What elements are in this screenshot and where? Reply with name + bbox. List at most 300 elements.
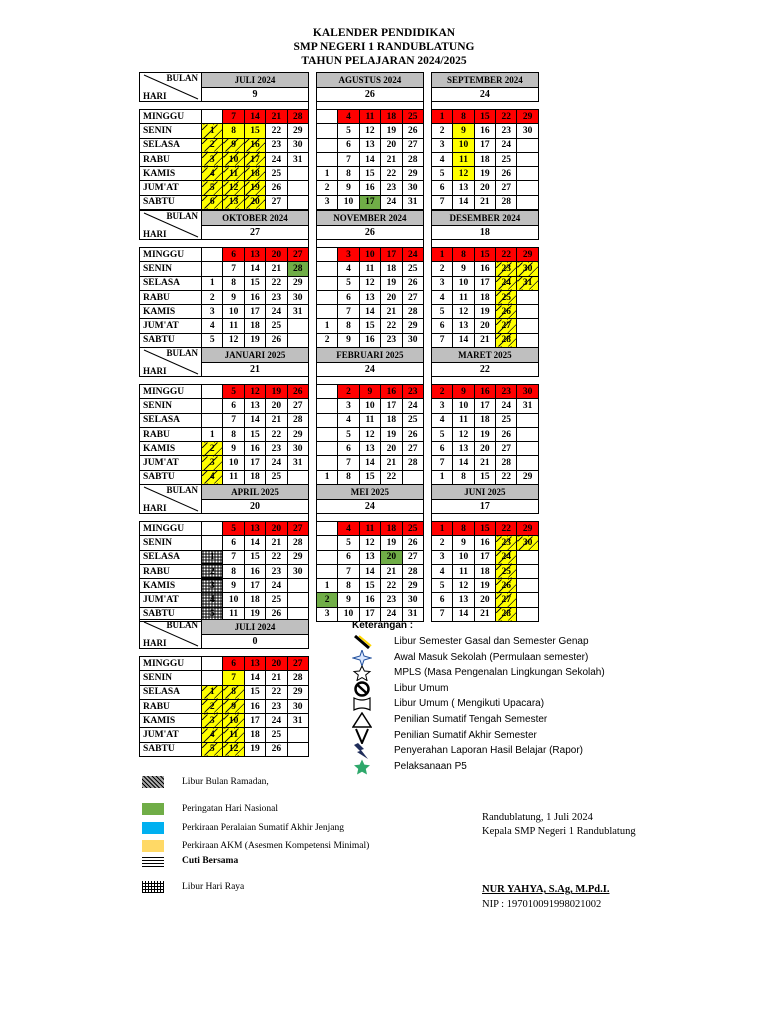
day-cell: 1 xyxy=(431,248,452,262)
day-cell: 16 xyxy=(474,536,495,550)
day-cell: 25 xyxy=(402,262,423,276)
day-cell: 21 xyxy=(266,110,287,124)
day-cell: 27 xyxy=(402,138,423,152)
day-cell: 1 xyxy=(431,522,452,536)
month-gap xyxy=(308,485,316,622)
day-cell: 13 xyxy=(359,138,380,152)
day-cell: 26 xyxy=(496,427,517,441)
day-cell xyxy=(287,181,308,195)
day-cell: 4 xyxy=(431,413,452,427)
day-name: RABU xyxy=(140,290,202,304)
corner-header xyxy=(140,485,202,514)
day-cell: 25 xyxy=(266,167,287,181)
day-name: MINGGU xyxy=(140,110,202,124)
day-cell: 14 xyxy=(453,195,474,209)
day-cell: 3 xyxy=(202,305,223,319)
day-cell: 25 xyxy=(402,110,423,124)
day-cell: 16 xyxy=(244,564,265,578)
month-effective-days: 21 xyxy=(202,362,309,377)
corner-hari: HARI xyxy=(143,638,167,648)
day-cell xyxy=(202,536,223,550)
day-cell: 29 xyxy=(402,167,423,181)
day-name: MINGGU xyxy=(140,657,202,671)
legend-label: MPLS (Masa Pengenalan Lingkungan Sekolah) xyxy=(394,667,605,679)
day-cell: 16 xyxy=(244,442,265,456)
day-cell: 7 xyxy=(223,413,244,427)
day-name: RABU xyxy=(140,427,202,441)
day-cell: 30 xyxy=(517,124,538,138)
day-cell: 10 xyxy=(453,550,474,564)
day-cell: 15 xyxy=(244,124,265,138)
month-gap xyxy=(308,348,316,485)
day-cell: 12 xyxy=(453,305,474,319)
day-cell: 16 xyxy=(359,181,380,195)
corner-bulan: BULAN xyxy=(166,211,198,221)
month-name: JUNI 2025 xyxy=(431,485,538,500)
yellow-swatch-icon xyxy=(142,840,164,852)
day-name: MINGGU xyxy=(140,522,202,536)
day-cell: 28 xyxy=(402,564,423,578)
day-cell: 31 xyxy=(402,195,423,209)
day-cell: 12 xyxy=(453,579,474,593)
day-cell: 28 xyxy=(287,110,308,124)
day-cell: 8 xyxy=(453,470,474,484)
day-cell: 31 xyxy=(287,714,308,728)
day-cell: 12 xyxy=(453,167,474,181)
day-cell: 23 xyxy=(266,699,287,713)
day-cell: 5 xyxy=(338,427,359,441)
day-cell: 6 xyxy=(338,550,359,564)
day-cell: 6 xyxy=(338,290,359,304)
day-cell: 11 xyxy=(359,522,380,536)
day-cell: 25 xyxy=(266,470,287,484)
day-cell: 27 xyxy=(287,657,308,671)
day-cell: 6 xyxy=(223,248,244,262)
day-cell: 22 xyxy=(381,167,402,181)
day-cell: 7 xyxy=(431,333,452,347)
day-cell: 25 xyxy=(496,413,517,427)
day-cell: 20 xyxy=(244,195,265,209)
day-cell: 8 xyxy=(453,522,474,536)
signature-position: Kepala SMP Negeri 1 Randublatung xyxy=(482,826,636,837)
month-name: AGUSTUS 2024 xyxy=(316,73,423,88)
day-cell xyxy=(316,276,337,290)
day-cell: 2 xyxy=(202,699,223,713)
day-cell: 9 xyxy=(223,699,244,713)
day-cell: 10 xyxy=(223,593,244,607)
day-cell: 30 xyxy=(287,442,308,456)
day-cell: 31 xyxy=(287,305,308,319)
day-cell: 17 xyxy=(244,152,265,166)
day-cell: 4 xyxy=(202,470,223,484)
day-cell: 23 xyxy=(266,290,287,304)
day-cell: 9 xyxy=(453,124,474,138)
day-cell: 6 xyxy=(338,138,359,152)
day-name: SENIN xyxy=(140,124,202,138)
day-cell: 6 xyxy=(431,181,452,195)
corner-bulan: BULAN xyxy=(166,485,198,495)
day-cell: 3 xyxy=(202,714,223,728)
day-cell xyxy=(316,413,337,427)
day-cell: 12 xyxy=(453,427,474,441)
day-cell: 18 xyxy=(381,522,402,536)
grid-swatch-icon xyxy=(142,881,164,893)
day-cell: 9 xyxy=(223,579,244,593)
day-cell: 24 xyxy=(266,456,287,470)
day-cell: 30 xyxy=(517,536,538,550)
corner-hari: HARI xyxy=(143,366,167,376)
day-cell: 21 xyxy=(381,564,402,578)
day-cell: 22 xyxy=(266,550,287,564)
month-gap xyxy=(308,211,316,348)
day-cell: 13 xyxy=(244,657,265,671)
day-name: SELASA xyxy=(140,413,202,427)
day-cell: 5 xyxy=(431,427,452,441)
day-cell: 19 xyxy=(244,181,265,195)
day-cell: 21 xyxy=(381,456,402,470)
legend-label: Penilian Sumatif Akhir Semester xyxy=(394,729,537,741)
day-cell: 27 xyxy=(402,290,423,304)
day-cell: 29 xyxy=(402,319,423,333)
day-cell: 1 xyxy=(202,685,223,699)
day-cell xyxy=(202,110,223,124)
day-cell: 23 xyxy=(266,138,287,152)
day-cell xyxy=(517,456,538,470)
day-cell: 17 xyxy=(474,399,495,413)
day-cell: 1 xyxy=(316,579,337,593)
day-cell: 21 xyxy=(266,413,287,427)
day-cell: 8 xyxy=(223,685,244,699)
day-cell: 12 xyxy=(359,427,380,441)
day-cell: 29 xyxy=(517,110,538,124)
day-cell: 23 xyxy=(496,262,517,276)
day-cell: 4 xyxy=(202,593,223,607)
day-cell: 18 xyxy=(244,319,265,333)
day-cell: 25 xyxy=(402,522,423,536)
day-cell: 7 xyxy=(223,110,244,124)
day-cell: 13 xyxy=(453,442,474,456)
day-cell: 26 xyxy=(287,385,308,399)
day-cell: 25 xyxy=(496,290,517,304)
day-name: SENIN xyxy=(140,536,202,550)
day-cell: 26 xyxy=(266,742,287,756)
month-gap xyxy=(423,485,431,622)
day-cell: 22 xyxy=(266,124,287,138)
legend-label: Libur Umum ( Mengikuti Upacara) xyxy=(394,698,545,710)
day-cell: 2 xyxy=(202,290,223,304)
day-name: JUM'AT xyxy=(140,728,202,742)
day-cell: 20 xyxy=(474,181,495,195)
day-cell: 23 xyxy=(496,536,517,550)
day-cell: 13 xyxy=(359,442,380,456)
day-cell: 3 xyxy=(431,399,452,413)
day-cell: 17 xyxy=(474,276,495,290)
day-cell: 29 xyxy=(517,248,538,262)
day-cell: 15 xyxy=(359,579,380,593)
day-cell: 26 xyxy=(266,333,287,347)
day-cell: 5 xyxy=(431,167,452,181)
day-cell: 13 xyxy=(453,593,474,607)
day-cell: 9 xyxy=(453,385,474,399)
day-cell: 19 xyxy=(381,276,402,290)
month-name: APRIL 2025 xyxy=(202,485,309,500)
day-cell: 14 xyxy=(359,456,380,470)
legend-extra-label: Peringatan Hari Nasional xyxy=(182,804,279,814)
day-cell: 22 xyxy=(381,319,402,333)
day-cell: 8 xyxy=(338,470,359,484)
day-cell xyxy=(202,248,223,262)
day-cell: 5 xyxy=(202,607,223,621)
day-name: JUM'AT xyxy=(140,319,202,333)
month-gap xyxy=(423,211,431,348)
corner-header xyxy=(140,620,202,649)
month-effective-days: 26 xyxy=(316,87,423,102)
day-cell xyxy=(202,657,223,671)
day-cell: 26 xyxy=(496,305,517,319)
dots-swatch-icon xyxy=(142,776,164,788)
day-cell xyxy=(517,305,538,319)
day-cell: 30 xyxy=(402,333,423,347)
day-cell: 14 xyxy=(359,152,380,166)
day-cell: 21 xyxy=(266,262,287,276)
day-cell: 15 xyxy=(244,685,265,699)
day-cell: 17 xyxy=(359,195,380,209)
day-cell: 11 xyxy=(359,413,380,427)
day-cell: 5 xyxy=(431,305,452,319)
day-cell xyxy=(316,262,337,276)
day-cell: 22 xyxy=(496,110,517,124)
day-cell: 4 xyxy=(431,564,452,578)
day-cell: 13 xyxy=(453,181,474,195)
day-name: RABU xyxy=(140,152,202,166)
day-cell: 2 xyxy=(202,564,223,578)
day-cell: 8 xyxy=(338,579,359,593)
day-cell: 12 xyxy=(223,333,244,347)
legend-label: Libur Umum xyxy=(394,682,449,694)
day-cell: 30 xyxy=(517,385,538,399)
day-cell: 2 xyxy=(202,442,223,456)
day-cell: 10 xyxy=(338,607,359,621)
day-cell: 8 xyxy=(338,167,359,181)
day-cell: 24 xyxy=(381,195,402,209)
day-cell: 9 xyxy=(359,385,380,399)
day-cell: 21 xyxy=(381,152,402,166)
day-cell: 8 xyxy=(338,319,359,333)
day-cell: 1 xyxy=(431,110,452,124)
day-cell xyxy=(287,195,308,209)
calendar-block xyxy=(139,72,539,210)
day-cell: 24 xyxy=(496,399,517,413)
day-cell: 29 xyxy=(517,470,538,484)
signature-nip: NIP : 197010091998021002 xyxy=(482,899,602,910)
day-cell xyxy=(316,550,337,564)
month-gap xyxy=(423,348,431,485)
day-cell: 21 xyxy=(474,607,495,621)
day-cell: 12 xyxy=(223,742,244,756)
day-cell xyxy=(517,138,538,152)
day-cell: 19 xyxy=(474,579,495,593)
calendar-block xyxy=(139,619,309,757)
day-cell xyxy=(517,607,538,621)
day-name: SABTU xyxy=(140,195,202,209)
day-cell: 20 xyxy=(474,442,495,456)
day-cell: 5 xyxy=(202,181,223,195)
day-cell: 7 xyxy=(223,671,244,685)
day-cell: 16 xyxy=(474,262,495,276)
day-cell: 23 xyxy=(496,385,517,399)
day-name: MINGGU xyxy=(140,248,202,262)
calendar-block xyxy=(139,484,539,622)
day-cell: 11 xyxy=(223,607,244,621)
month-effective-days: 24 xyxy=(431,87,538,102)
day-cell: 28 xyxy=(496,607,517,621)
day-cell: 17 xyxy=(359,607,380,621)
day-cell: 30 xyxy=(402,593,423,607)
month-effective-days: 18 xyxy=(431,225,538,240)
month-effective-days: 0 xyxy=(202,634,309,649)
day-name: KAMIS xyxy=(140,305,202,319)
day-cell: 24 xyxy=(402,399,423,413)
day-cell: 7 xyxy=(431,456,452,470)
day-cell: 1 xyxy=(316,470,337,484)
day-cell: 15 xyxy=(244,276,265,290)
month-name: DESEMBER 2024 xyxy=(431,211,538,226)
title-line-2: SMP NEGERI 1 RANDUBLATUNG xyxy=(293,41,475,53)
legend-label: Penyerahan Laporan Hasil Belajar (Rapor) xyxy=(394,745,583,757)
day-cell: 25 xyxy=(266,728,287,742)
day-cell xyxy=(316,456,337,470)
day-cell: 24 xyxy=(266,714,287,728)
day-cell: 22 xyxy=(266,427,287,441)
signature-name: NUR YAHYA, S.Ag, M.Pd.I. xyxy=(482,884,610,895)
month-name: NOVEMBER 2024 xyxy=(316,211,423,226)
day-cell: 19 xyxy=(381,427,402,441)
day-cell: 28 xyxy=(287,671,308,685)
day-cell xyxy=(316,290,337,304)
day-cell: 3 xyxy=(316,195,337,209)
day-cell xyxy=(517,152,538,166)
month-effective-days: 17 xyxy=(431,499,538,514)
day-cell: 13 xyxy=(244,399,265,413)
day-cell: 10 xyxy=(223,152,244,166)
day-cell: 10 xyxy=(359,248,380,262)
corner-bulan: BULAN xyxy=(166,73,198,83)
day-cell: 11 xyxy=(359,110,380,124)
day-cell: 23 xyxy=(381,181,402,195)
day-cell: 15 xyxy=(359,167,380,181)
day-cell: 14 xyxy=(244,262,265,276)
day-cell: 14 xyxy=(244,536,265,550)
day-cell: 30 xyxy=(287,290,308,304)
day-cell: 19 xyxy=(474,427,495,441)
day-cell: 1 xyxy=(202,427,223,441)
day-cell: 20 xyxy=(381,550,402,564)
day-cell: 31 xyxy=(402,607,423,621)
corner-hari: HARI xyxy=(143,229,167,239)
day-cell: 13 xyxy=(359,550,380,564)
day-cell: 2 xyxy=(202,138,223,152)
day-cell: 27 xyxy=(266,195,287,209)
day-cell: 6 xyxy=(338,442,359,456)
month-gap xyxy=(423,73,431,210)
green-swatch-icon xyxy=(142,803,164,815)
day-name: SELASA xyxy=(140,276,202,290)
day-cell: 14 xyxy=(453,333,474,347)
day-cell: 22 xyxy=(266,276,287,290)
day-cell: 8 xyxy=(223,564,244,578)
day-cell: 27 xyxy=(402,550,423,564)
day-cell: 6 xyxy=(431,319,452,333)
day-cell: 2 xyxy=(316,593,337,607)
day-cell: 24 xyxy=(381,607,402,621)
day-cell: 13 xyxy=(244,522,265,536)
day-cell xyxy=(202,385,223,399)
corner-header xyxy=(140,211,202,240)
day-cell: 15 xyxy=(474,522,495,536)
day-cell: 1 xyxy=(316,167,337,181)
day-cell: 17 xyxy=(244,714,265,728)
day-cell: 24 xyxy=(402,248,423,262)
day-cell: 27 xyxy=(287,522,308,536)
day-cell xyxy=(316,522,337,536)
day-cell: 7 xyxy=(338,456,359,470)
day-cell: 5 xyxy=(202,742,223,756)
day-cell xyxy=(202,413,223,427)
blue-swatch-icon xyxy=(142,822,164,834)
day-cell: 21 xyxy=(474,333,495,347)
day-cell: 3 xyxy=(316,607,337,621)
day-cell xyxy=(517,442,538,456)
month-name: MARET 2025 xyxy=(431,348,538,363)
day-cell xyxy=(287,579,308,593)
day-cell: 3 xyxy=(431,550,452,564)
day-cell: 8 xyxy=(223,276,244,290)
day-cell: 24 xyxy=(266,579,287,593)
day-cell: 18 xyxy=(474,413,495,427)
day-cell: 30 xyxy=(287,138,308,152)
corner-header xyxy=(140,73,202,102)
day-cell: 27 xyxy=(287,399,308,413)
day-name: JUM'AT xyxy=(140,181,202,195)
day-cell: 2 xyxy=(431,124,452,138)
day-name: SENIN xyxy=(140,262,202,276)
day-name: SABTU xyxy=(140,742,202,756)
day-cell: 11 xyxy=(453,290,474,304)
day-cell: 8 xyxy=(223,124,244,138)
day-cell xyxy=(316,248,337,262)
day-cell xyxy=(517,427,538,441)
day-cell xyxy=(517,550,538,564)
day-cell xyxy=(202,522,223,536)
day-cell: 24 xyxy=(496,276,517,290)
day-cell: 9 xyxy=(223,442,244,456)
month-effective-days: 24 xyxy=(316,362,423,377)
day-cell xyxy=(316,536,337,550)
day-cell xyxy=(316,152,337,166)
day-cell: 19 xyxy=(381,536,402,550)
calendar-block xyxy=(139,210,539,348)
month-name: FEBRUARI 2025 xyxy=(316,348,423,363)
day-cell: 21 xyxy=(266,536,287,550)
day-cell: 22 xyxy=(381,579,402,593)
day-cell xyxy=(316,138,337,152)
day-cell: 31 xyxy=(287,456,308,470)
day-cell: 18 xyxy=(474,152,495,166)
day-cell: 11 xyxy=(223,167,244,181)
month-name: JULI 2024 xyxy=(202,73,309,88)
legend-label: Penilian Sumatif Tengah Semester xyxy=(394,714,548,725)
day-name: SELASA xyxy=(140,138,202,152)
